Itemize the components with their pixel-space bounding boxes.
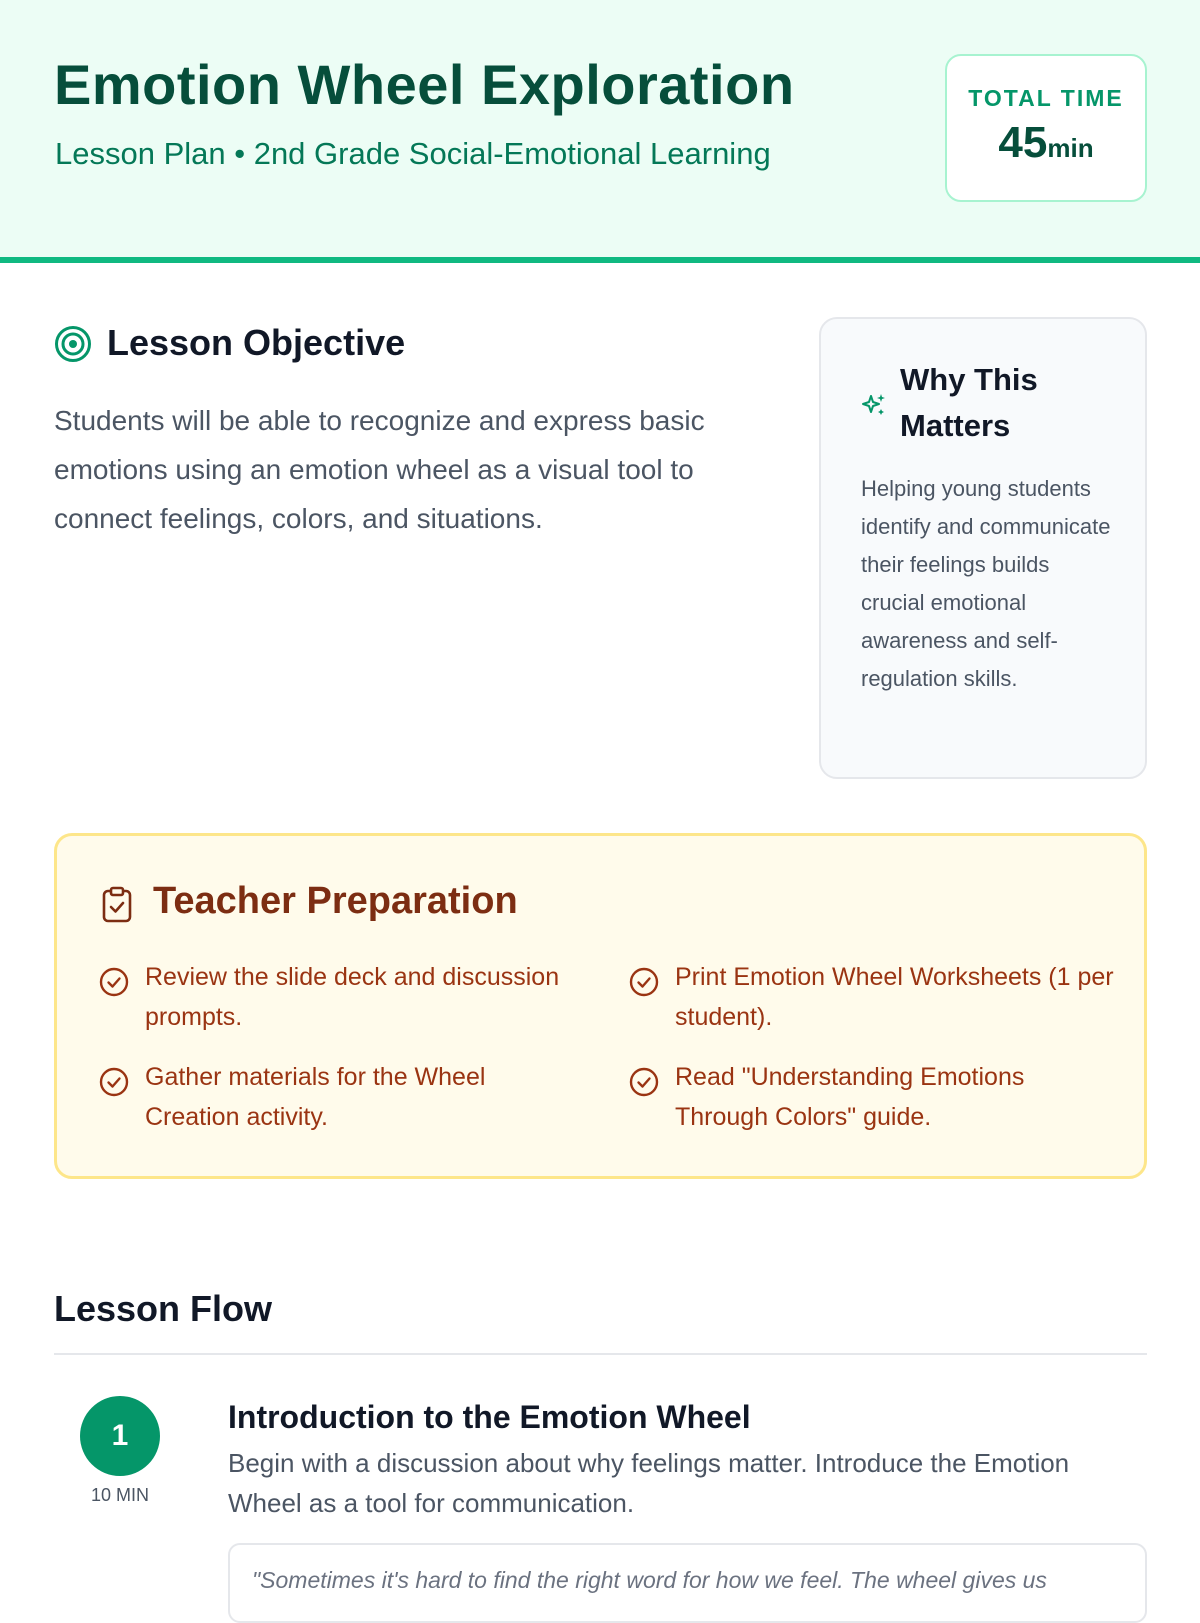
step-quote-box: [228, 1543, 1147, 1623]
check-circle-icon: [99, 1067, 129, 1097]
lesson-flow-title: Lesson Flow: [54, 1288, 273, 1329]
total-time-value: [947, 118, 1145, 168]
step-duration: 10 MIN: [90, 1485, 150, 1505]
section-divider: [54, 1353, 1147, 1355]
why-text: Helping young students identify and communicate their feelings builds crucial emotional awareness and self-regulation skills.: [861, 476, 1111, 691]
page-title: Emotion Wheel Exploration: [54, 53, 795, 116]
prep-item-text: Review the slide deck and discussion prompts.: [145, 963, 560, 1031]
check-circle-icon: [629, 967, 659, 997]
step-description: Begin with a discussion about why feelings matter. Introduce the Emotion Wheel as a tool for communication.: [228, 1448, 1070, 1518]
total-time-label: TOTAL TIME: [968, 85, 1124, 111]
total-time-number: 45: [998, 118, 1048, 167]
clipboard-check-icon: [101, 886, 133, 924]
total-time-unit: min: [1047, 133, 1094, 163]
total-time-card: [945, 54, 1147, 202]
step-title: Introduction to the Emotion Wheel: [228, 1399, 751, 1435]
page-subtitle: Lesson Plan • 2nd Grade Social-Emotional Learning: [55, 136, 771, 171]
check-circle-icon: [99, 967, 129, 997]
objective-text: Students will be able to recognize and express basic emotions using an emotion wheel as a visual tool to connect feelings, colors, and situations.: [54, 405, 705, 534]
step-number-badge: 1: [80, 1396, 160, 1476]
preparation-title: Teacher Preparation: [153, 880, 518, 922]
teacher-preparation-box: [54, 833, 1147, 1179]
objective-title: Lesson Objective: [107, 322, 406, 363]
target-icon: [54, 325, 92, 363]
prep-item-text: Print Emotion Wheel Worksheets (1 per student).: [675, 963, 1114, 1031]
prep-item-text: Gather materials for the Wheel Creation activity.: [145, 1063, 486, 1131]
sparkles-icon: [861, 392, 887, 418]
why-title: Why This Matters: [900, 362, 1038, 443]
check-circle-icon: [629, 1067, 659, 1097]
why-this-matters-card: [819, 317, 1147, 779]
prep-item-text: Read "Understanding Emotions Through Colors" guide.: [675, 1063, 1025, 1131]
step-quote-text: "Sometimes it's hard to find the right word for how we feel. The wheel gives us: [252, 1567, 1047, 1593]
lesson-header: [0, 0, 1200, 263]
